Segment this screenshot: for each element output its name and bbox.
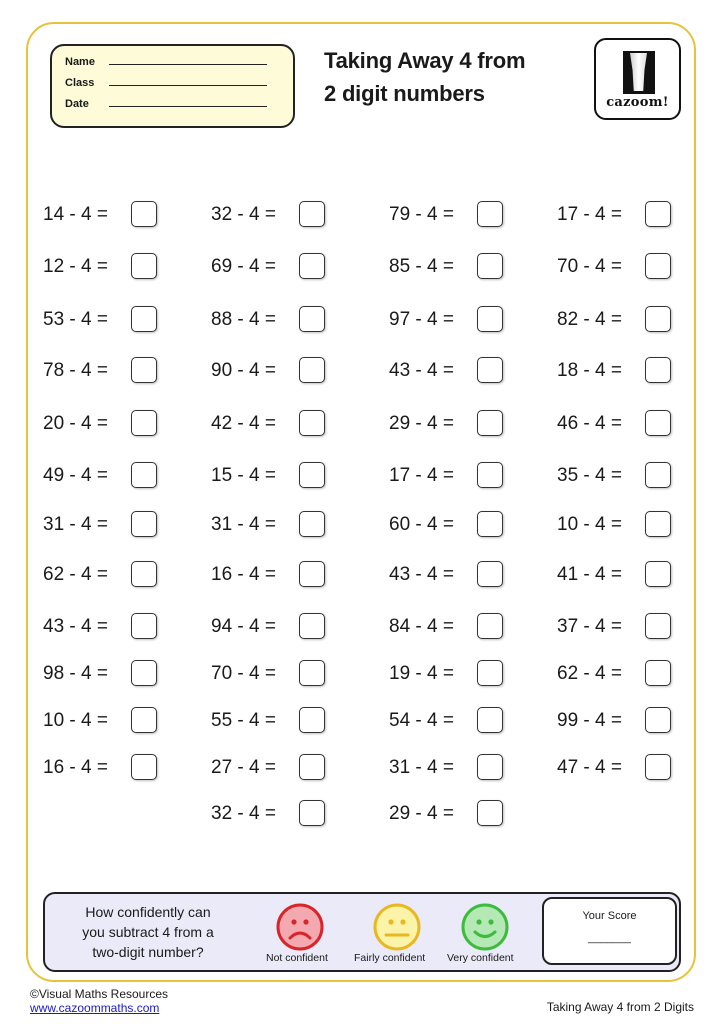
question-item xyxy=(557,410,622,438)
question-item xyxy=(211,561,276,589)
question-item xyxy=(211,253,276,281)
question-expression: 17 - 4 = xyxy=(389,465,454,486)
question-expression: 14 - 4 = xyxy=(43,204,108,225)
question-expression: 97 - 4 = xyxy=(389,309,454,330)
question-item xyxy=(389,462,454,490)
question-expression: 84 - 4 = xyxy=(389,616,454,637)
question-expression: 70 - 4 = xyxy=(211,663,276,684)
question-expression: 17 - 4 = xyxy=(557,204,622,225)
question-item xyxy=(211,201,276,229)
answer-box[interactable] xyxy=(645,754,671,780)
question-item xyxy=(43,253,108,281)
answer-box[interactable] xyxy=(299,613,325,639)
question-item xyxy=(389,357,454,385)
date-label: Date xyxy=(65,98,89,110)
question-item xyxy=(389,613,454,641)
answer-box[interactable] xyxy=(299,410,325,436)
answer-box[interactable] xyxy=(299,201,325,227)
question-expression: 53 - 4 = xyxy=(43,309,108,330)
question-item xyxy=(43,462,108,490)
answer-box[interactable] xyxy=(131,754,157,780)
score-blank: _______ xyxy=(588,932,631,944)
date-row xyxy=(65,98,267,110)
question-item xyxy=(211,511,276,539)
question-item xyxy=(389,201,454,229)
question-expression: 16 - 4 = xyxy=(43,757,108,778)
answer-box[interactable] xyxy=(131,660,157,686)
question-expression: 70 - 4 = xyxy=(557,256,622,277)
happy-face-icon[interactable] xyxy=(461,903,509,951)
question-expression: 62 - 4 = xyxy=(43,564,108,585)
score-title: Your Score xyxy=(582,910,637,922)
question-item xyxy=(43,613,108,641)
answer-box[interactable] xyxy=(131,306,157,332)
answer-box[interactable] xyxy=(299,800,325,826)
question-expression: 31 - 4 = xyxy=(43,514,108,535)
answer-box[interactable] xyxy=(477,660,503,686)
question-item xyxy=(43,754,108,782)
question-item xyxy=(389,660,454,688)
answer-box[interactable] xyxy=(477,511,503,537)
class-label: Class xyxy=(65,77,95,89)
answer-box[interactable] xyxy=(477,201,503,227)
question-expression: 27 - 4 = xyxy=(211,757,276,778)
question-item xyxy=(557,357,622,385)
question-item xyxy=(211,660,276,688)
answer-box[interactable] xyxy=(645,660,671,686)
footer-left xyxy=(30,987,168,1015)
answer-box[interactable] xyxy=(131,613,157,639)
question-expression: 49 - 4 = xyxy=(43,465,108,486)
answer-box[interactable] xyxy=(299,561,325,587)
question-expression: 98 - 4 = xyxy=(43,663,108,684)
answer-box[interactable] xyxy=(645,707,671,733)
question-expression: 31 - 4 = xyxy=(389,757,454,778)
answer-box[interactable] xyxy=(131,410,157,436)
answer-box[interactable] xyxy=(477,357,503,383)
question-expression: 90 - 4 = xyxy=(211,360,276,381)
copyright-text: ©Visual Maths Resources xyxy=(30,987,169,1001)
answer-box[interactable] xyxy=(131,357,157,383)
question-expression: 46 - 4 = xyxy=(557,413,622,434)
question-expression: 32 - 4 = xyxy=(211,204,276,225)
question-item xyxy=(389,410,454,438)
answer-box[interactable] xyxy=(645,613,671,639)
answer-box[interactable] xyxy=(299,306,325,332)
question-item xyxy=(557,707,622,735)
title-line-2: 2 digit numbers xyxy=(324,81,485,106)
answer-box[interactable] xyxy=(299,511,325,537)
question-item xyxy=(557,462,622,490)
sad-face-icon[interactable] xyxy=(276,903,324,951)
answer-box[interactable] xyxy=(131,707,157,733)
question-item xyxy=(389,707,454,735)
question-expression: 37 - 4 = xyxy=(557,616,622,637)
question-expression: 99 - 4 = xyxy=(557,710,622,731)
question-expression: 62 - 4 = xyxy=(557,663,622,684)
question-expression: 55 - 4 = xyxy=(211,710,276,731)
cazoom-logo xyxy=(594,38,681,120)
question-expression: 69 - 4 = xyxy=(211,256,276,277)
answer-box[interactable] xyxy=(645,511,671,537)
question-expression: 78 - 4 = xyxy=(43,360,108,381)
question-item xyxy=(557,754,622,782)
answer-box[interactable] xyxy=(477,306,503,332)
answer-box[interactable] xyxy=(477,707,503,733)
question-item xyxy=(389,511,454,539)
answer-box[interactable] xyxy=(645,306,671,332)
question-item xyxy=(211,410,276,438)
question-expression: 32 - 4 = xyxy=(211,803,276,824)
question-item xyxy=(211,754,276,782)
question-item xyxy=(557,511,622,539)
question-expression: 15 - 4 = xyxy=(211,465,276,486)
question-expression: 54 - 4 = xyxy=(389,710,454,731)
question-item xyxy=(557,561,622,589)
not-confident-label: Not confident xyxy=(266,952,328,964)
question-item xyxy=(557,306,622,334)
answer-box[interactable] xyxy=(645,410,671,436)
answer-box[interactable] xyxy=(299,707,325,733)
question-expression: 19 - 4 = xyxy=(389,663,454,684)
question-item xyxy=(389,561,454,589)
answer-box[interactable] xyxy=(299,462,325,488)
question-item xyxy=(389,306,454,334)
date-field[interactable] xyxy=(109,106,267,107)
answer-box[interactable] xyxy=(131,511,157,537)
question-expression: 18 - 4 = xyxy=(557,360,622,381)
answer-box[interactable] xyxy=(645,561,671,587)
question-expression: 60 - 4 = xyxy=(389,514,454,535)
question-expression: 20 - 4 = xyxy=(43,413,108,434)
question-item xyxy=(557,201,622,229)
question-item xyxy=(43,511,108,539)
answer-box[interactable] xyxy=(645,201,671,227)
class-field[interactable] xyxy=(109,85,267,86)
worksheet-title xyxy=(324,44,525,110)
question-item xyxy=(557,660,622,688)
neutral-face-icon[interactable] xyxy=(373,903,421,951)
question-item xyxy=(43,306,108,334)
question-item xyxy=(389,754,454,782)
question-item xyxy=(211,707,276,735)
website-link[interactable]: www.cazoommaths.com xyxy=(30,1001,160,1015)
question-item xyxy=(43,660,108,688)
worksheet-frame xyxy=(26,22,696,982)
question-expression: 82 - 4 = xyxy=(557,309,622,330)
question-item xyxy=(43,410,108,438)
fairly-confident-label: Fairly confident xyxy=(354,952,426,964)
question-expression: 88 - 4 = xyxy=(211,309,276,330)
question-expression: 47 - 4 = xyxy=(557,757,622,778)
answer-box[interactable] xyxy=(299,754,325,780)
question-item xyxy=(43,707,108,735)
question-item xyxy=(557,253,622,281)
question-expression: 10 - 4 = xyxy=(557,514,622,535)
question-item xyxy=(43,201,108,229)
question-item xyxy=(43,357,108,385)
name-label: Name xyxy=(65,56,95,68)
answer-box[interactable] xyxy=(477,561,503,587)
name-row xyxy=(65,56,267,68)
answer-box[interactable] xyxy=(645,357,671,383)
question-item xyxy=(43,561,108,589)
class-row xyxy=(65,77,267,89)
question-expression: 16 - 4 = xyxy=(211,564,276,585)
question-item xyxy=(211,357,276,385)
answer-box[interactable] xyxy=(477,800,503,826)
worksheet-name: Taking Away 4 from 2 Digits xyxy=(546,1000,694,1014)
confidence-panel xyxy=(43,892,681,972)
question-item xyxy=(211,800,276,828)
question-expression: 42 - 4 = xyxy=(211,413,276,434)
question-expression: 31 - 4 = xyxy=(211,514,276,535)
answer-box[interactable] xyxy=(477,410,503,436)
question-item xyxy=(211,306,276,334)
question-expression: 85 - 4 = xyxy=(389,256,454,277)
answer-box[interactable] xyxy=(299,357,325,383)
student-info-box xyxy=(50,44,295,128)
question-item xyxy=(211,613,276,641)
question-expression: 29 - 4 = xyxy=(389,413,454,434)
question-expression: 35 - 4 = xyxy=(557,465,622,486)
name-field[interactable] xyxy=(109,64,267,65)
answer-box[interactable] xyxy=(131,253,157,279)
question-item xyxy=(211,462,276,490)
question-expression: 12 - 4 = xyxy=(43,256,108,277)
question-expression: 94 - 4 = xyxy=(211,616,276,637)
score-box[interactable] xyxy=(542,897,677,965)
question-expression: 29 - 4 = xyxy=(389,803,454,824)
question-item xyxy=(557,613,622,641)
very-confident-label: Very confident xyxy=(447,952,514,964)
question-expression: 43 - 4 = xyxy=(389,360,454,381)
answer-box[interactable] xyxy=(299,660,325,686)
answer-box[interactable] xyxy=(645,253,671,279)
confidence-question: How confidently can you subtract 4 from a two-digit number? xyxy=(82,904,214,960)
answer-box[interactable] xyxy=(131,201,157,227)
question-item xyxy=(389,253,454,281)
question-expression: 10 - 4 = xyxy=(43,710,108,731)
answer-box[interactable] xyxy=(477,613,503,639)
answer-box[interactable] xyxy=(131,462,157,488)
question-expression: 43 - 4 = xyxy=(389,564,454,585)
answer-box[interactable] xyxy=(131,561,157,587)
logo-text: cazoom! xyxy=(606,95,669,110)
question-expression: 79 - 4 = xyxy=(389,204,454,225)
question-item xyxy=(389,800,454,828)
answer-box[interactable] xyxy=(477,462,503,488)
question-expression: 43 - 4 = xyxy=(43,616,108,637)
answer-box[interactable] xyxy=(299,253,325,279)
answer-box[interactable] xyxy=(477,253,503,279)
title-line-1: Taking Away 4 from xyxy=(324,48,526,73)
answer-box[interactable] xyxy=(477,754,503,780)
question-expression: 41 - 4 = xyxy=(557,564,622,585)
answer-box[interactable] xyxy=(645,462,671,488)
